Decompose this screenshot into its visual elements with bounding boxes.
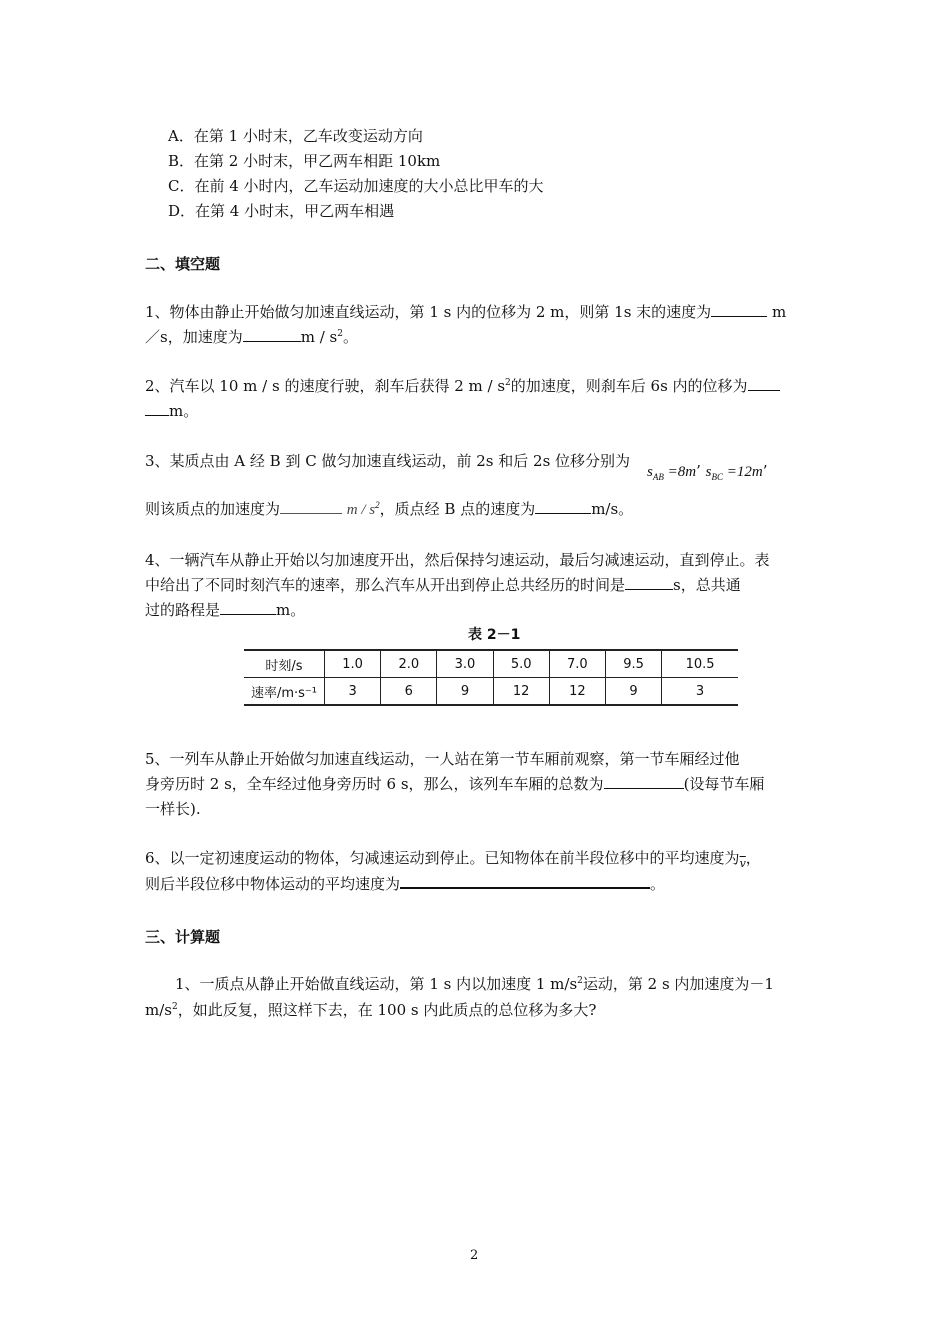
q3-unit: m / s <box>346 502 376 518</box>
question-3-line-1 <box>145 449 630 473</box>
table-cell: 3 <box>662 678 738 706</box>
question-5-line-1: 5、一列车从静止开始做匀加速直线运动，一人站在第一节车厢前观察，第一节车厢经过他 <box>145 750 740 768</box>
table-cell: 3.0 <box>437 650 493 678</box>
table-title: 表 2－1 <box>468 627 521 643</box>
q2-blank-displacement[interactable] <box>748 375 780 391</box>
calc1-text-b: 运动，第 2 s 内加速度为－1 <box>582 975 774 993</box>
q1-blank-acceleration[interactable] <box>243 326 301 342</box>
q3-unit-exp: 2 <box>375 500 380 510</box>
question-4-line-3 <box>145 598 305 622</box>
q2-exponent: 2 <box>505 378 511 388</box>
calc1-text: 1、一质点从静止开始做直线运动，第 1 s 内以加速度 1 m/s <box>175 975 578 993</box>
question-5-line-3: 一样长). <box>145 800 201 818</box>
table-row-time <box>244 650 738 678</box>
question-2-line-2 <box>145 399 198 423</box>
page-number: 2 <box>470 1248 479 1263</box>
q2-text-b: 的加速度，则刹车后 6s 内的位移为 <box>510 377 748 395</box>
q3-s-bc-sub: BC <box>711 472 723 482</box>
q3-s-bc: s <box>705 464 712 480</box>
choice-d: D．在第 4 小时末，甲乙两车相遇 <box>168 202 395 220</box>
q1-period: 。 <box>342 328 358 346</box>
q2-unit: m。 <box>169 402 199 420</box>
q4-text-b: s，总共通 <box>673 576 741 594</box>
q3-text: 3、某质点由 A 经 B 到 C 做匀加速直线运动，前 2s 和后 2s 位移分别为 <box>145 452 631 470</box>
q3-unit-2: m/s。 <box>591 500 634 518</box>
calc1-unit: m/s <box>145 1001 172 1019</box>
q6-comma: ， <box>745 849 761 867</box>
q3-text-3: ，质点经 B 点的速度为 <box>379 500 536 518</box>
q3-formula: $s_{AB} =8m$’ $s_{BC} =12m$’ <box>647 462 768 482</box>
table-cell: 12 <box>549 678 605 706</box>
choice-c: C．在前 4 小时内，乙车运动加速度的大小总比甲车的大 <box>168 177 544 195</box>
q2-blank-cont[interactable] <box>145 400 169 416</box>
section-calc-title: 三、计算题 <box>145 928 221 946</box>
table-cell: 5.0 <box>493 650 549 678</box>
q6-v-bar: v <box>739 857 746 870</box>
table-cell: 9 <box>605 678 661 706</box>
q5-text: 身旁历时 2 s，全车经过他身旁历时 6 s，那么，该列车车厢的总数为 <box>145 775 604 793</box>
table-header-time: 时刻/s <box>244 650 325 678</box>
table-cell: 12 <box>493 678 549 706</box>
calc-1-line-2 <box>145 998 596 1022</box>
table-cell: 2.0 <box>381 650 437 678</box>
q3-text-2: 则该质点的加速度为 <box>145 500 281 518</box>
speed-table <box>244 649 738 706</box>
question-3-line-2 <box>145 497 633 522</box>
q1-text: 1、物体由静止开始做匀加速直线运动，第 1 s 内的位移为 2 m，则第 1s 末的速度为 <box>145 303 712 321</box>
q1-unit-2: m / s <box>300 328 338 346</box>
question-1-line-2 <box>145 325 358 349</box>
table-cell: 10.5 <box>662 650 738 678</box>
q3-blank-acceleration[interactable] <box>280 498 342 514</box>
q1-exponent: 2 <box>337 329 343 339</box>
q4-blank-time[interactable] <box>625 574 673 590</box>
q3-s-ab-value: =8m <box>663 464 697 480</box>
calc1-exp-2: 2 <box>171 1002 178 1012</box>
table-cell: 1.0 <box>325 650 381 678</box>
q5-text-b: (设每节车厢 <box>683 775 765 793</box>
q4-text: 中给出了不同时刻汽车的速率，那么汽车从开出到停止总共经历的时间是 <box>145 576 626 594</box>
q3-s-ab-sub: AB <box>652 472 664 482</box>
q1-blank-velocity[interactable] <box>711 301 767 317</box>
question-4-line-1: 4、一辆汽车从静止开始以匀加速度开出，然后保持匀速运动，最后匀减速运动，直到停止。表 <box>145 551 770 569</box>
table-cell: 3 <box>325 678 381 706</box>
q6-period: 。 <box>650 875 666 893</box>
q6-text: 6、以一定初速度运动的物体，匀减速运动到停止。已知物体在前半段位移中的平均速度为 <box>145 849 740 867</box>
q4-unit: m。 <box>276 601 306 619</box>
choice-b: B．在第 2 小时末，甲乙两车相距 10km <box>168 152 441 170</box>
table-header-speed: 速率/m·s⁻¹ <box>244 678 325 706</box>
question-4-line-2 <box>145 573 741 597</box>
question-2-line-1 <box>145 374 780 398</box>
table-row-speed <box>244 678 738 706</box>
q3-s-ab: s <box>647 464 653 480</box>
q5-blank-count[interactable] <box>604 773 684 789</box>
q1-text-2: ／s，加速度为 <box>145 328 243 346</box>
section-fill-in-title: 二、填空题 <box>145 255 221 273</box>
table-cell: 6 <box>381 678 437 706</box>
q3-s-bc-value: =12m <box>722 464 763 480</box>
question-5-line-2 <box>145 772 764 796</box>
choice-a: A．在第 1 小时末，乙车改变运动方向 <box>168 127 423 145</box>
q6-text-2: 则后半段位移中物体运动的平均速度为 <box>145 875 401 893</box>
q3-blank-velocity[interactable] <box>535 498 591 514</box>
q6-blank-answer[interactable] <box>400 872 650 889</box>
calc1-text-c: ，如此反复，照这样下去，在 100 s 内此质点的总位移为多大? <box>177 1001 597 1019</box>
q4-text-c: 过的路程是 <box>145 601 221 619</box>
calc1-exp: 2 <box>577 976 583 986</box>
calc-1-line-1 <box>175 972 774 996</box>
q2-text: 2、汽车以 10 m / s 的速度行驶，刹车后获得 2 m / s <box>145 377 506 395</box>
table-cell: 9 <box>437 678 493 706</box>
question-1-line-1 <box>145 300 786 324</box>
table-cell: 7.0 <box>549 650 605 678</box>
table-cell: 9.5 <box>605 650 661 678</box>
question-6-line-2 <box>145 872 665 896</box>
q1-unit: m <box>767 303 787 321</box>
q4-blank-distance[interactable] <box>220 599 276 615</box>
